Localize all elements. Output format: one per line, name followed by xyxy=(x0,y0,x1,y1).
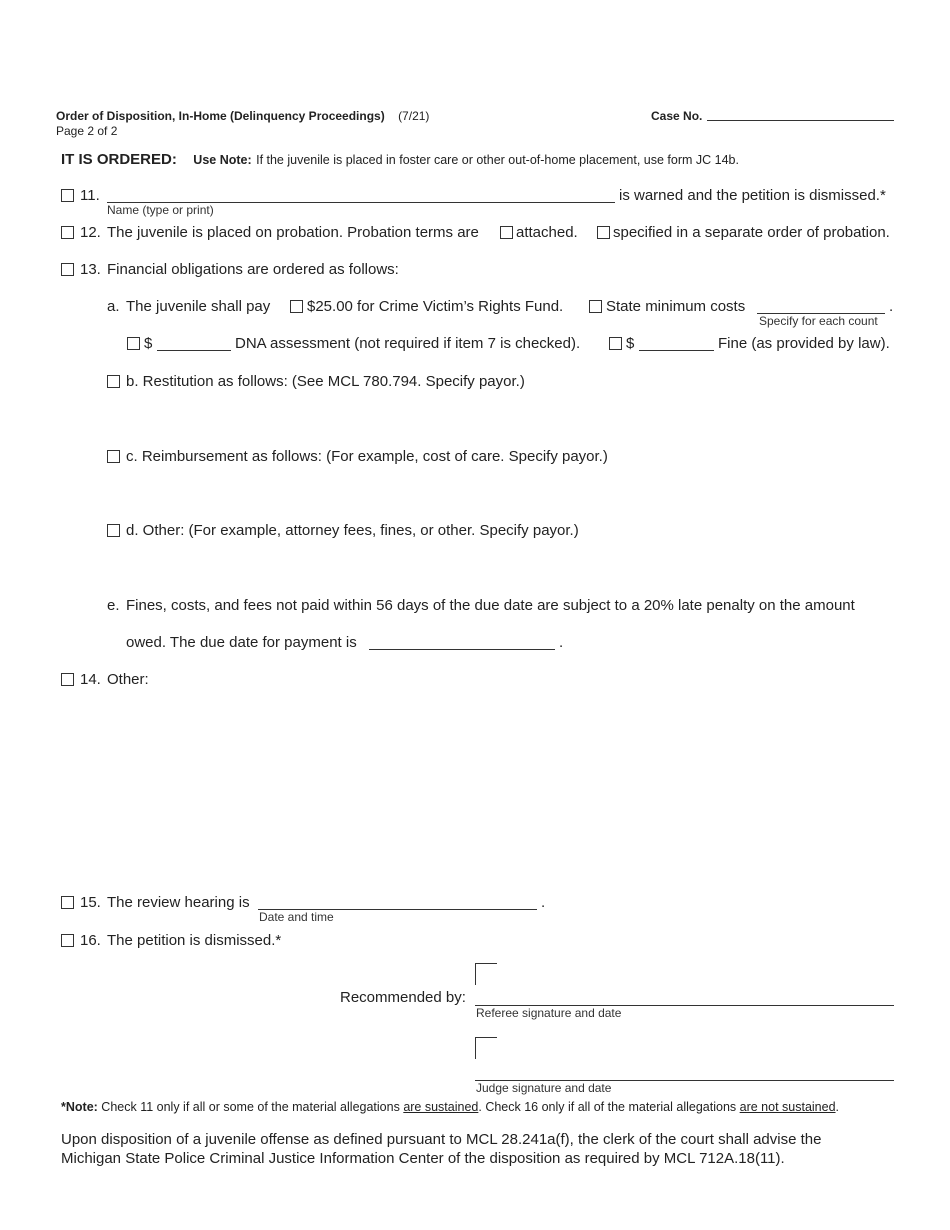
dna-dollar-sign: $ xyxy=(144,335,153,352)
state-minimum-costs-period: . xyxy=(889,298,894,315)
item-16-text: The petition is dismissed.* xyxy=(107,932,282,949)
item-15-number: 15. xyxy=(80,894,101,911)
other-obligation-checkbox[interactable] xyxy=(107,524,120,537)
disposition-notice-line1: Upon disposition of a juvenile offense as defined pursuant to MCL 28.241a(f), the clerk of the court shall advise the xyxy=(61,1131,822,1148)
item-11-text: is warned and the petition is dismissed.* xyxy=(619,187,886,204)
form-title-row xyxy=(56,109,429,123)
item-12-separate-order-checkbox[interactable] xyxy=(597,226,610,239)
due-date-text: owed. The due date for payment is xyxy=(126,634,357,651)
case-no-field[interactable] xyxy=(707,120,894,121)
item-11-checkbox[interactable] xyxy=(61,189,74,202)
item-13a-text: The juvenile shall pay xyxy=(126,298,271,315)
referee-seal-corner xyxy=(475,963,497,985)
dna-amount-field[interactable] xyxy=(157,350,231,351)
judge-signature-caption: Judge signature and date xyxy=(476,1081,612,1095)
fine-amount-field[interactable] xyxy=(639,350,714,351)
disposition-notice-line2: Michigan State Police Criminal Justice Information Center of the disposition as required by MCL 712A.18(11). xyxy=(61,1150,785,1167)
item-12-attached-label: attached. xyxy=(516,224,578,241)
item-13-number: 13. xyxy=(80,261,101,278)
state-minimum-costs-label: State minimum costs xyxy=(606,298,746,315)
item-11-caption: Name (type or print) xyxy=(107,203,214,217)
case-no-label: Case No. xyxy=(651,109,703,123)
dna-assessment-checkbox[interactable] xyxy=(127,337,140,350)
item-12-checkbox[interactable] xyxy=(61,226,74,239)
page-number: Page 2 of 2 xyxy=(56,124,118,138)
restitution-checkbox[interactable] xyxy=(107,375,120,388)
item-13-checkbox[interactable] xyxy=(61,263,74,276)
footnote-part1: Check 11 only if all or some of the material allegations xyxy=(101,1100,400,1114)
item-15-text: The review hearing is xyxy=(107,894,250,911)
form-title: Order of Disposition, In-Home (Delinquency Proceedings) xyxy=(56,109,385,123)
it-is-ordered-heading: IT IS ORDERED: xyxy=(61,151,177,168)
item-16-checkbox[interactable] xyxy=(61,934,74,947)
item-12-attached-checkbox[interactable] xyxy=(500,226,513,239)
use-note-label: Use Note: xyxy=(193,153,252,167)
item-14-checkbox[interactable] xyxy=(61,673,74,686)
item-12-separate-order-label: specified in a separate order of probation. xyxy=(613,224,890,241)
crime-victim-fund-checkbox[interactable] xyxy=(290,300,303,313)
item-11-number: 11. xyxy=(80,187,100,204)
fine-dollar-sign: $ xyxy=(626,335,635,352)
dna-assessment-label: DNA assessment (not required if item 7 is checked). xyxy=(235,335,581,352)
footnote-label: *Note: xyxy=(61,1100,98,1114)
item-12-number: 12. xyxy=(80,224,101,241)
form-revision: (7/21) xyxy=(398,109,430,123)
state-minimum-costs-checkbox[interactable] xyxy=(589,300,602,313)
footnote-part2: . Check 16 only if all of the material allegations xyxy=(478,1100,737,1114)
review-hearing-caption: Date and time xyxy=(259,910,334,924)
item-14-text: Other: xyxy=(107,671,149,688)
item-13e-label: e. xyxy=(107,597,120,614)
other-obligation-label: d. Other: (For example, attorney fees, fines, or other. Specify payor.) xyxy=(126,522,579,539)
due-date-period: . xyxy=(559,634,564,651)
crime-victim-fund-label: $25.00 for Crime Victim’s Rights Fund. xyxy=(307,298,564,315)
fine-checkbox[interactable] xyxy=(609,337,622,350)
due-date-field[interactable] xyxy=(369,649,555,650)
state-minimum-costs-caption: Specify for each count xyxy=(759,314,878,328)
fine-label: Fine (as provided by law). xyxy=(718,335,890,352)
item-13-text: Financial obligations are ordered as follows: xyxy=(107,261,399,278)
item-15-checkbox[interactable] xyxy=(61,896,74,909)
footnote-not-sustained: are not sustained xyxy=(739,1100,836,1114)
item-16-number: 16. xyxy=(80,932,101,949)
ordered-row xyxy=(61,151,739,169)
footnote xyxy=(61,1100,839,1114)
referee-signature-caption: Referee signature and date xyxy=(476,1006,622,1020)
reimbursement-checkbox[interactable] xyxy=(107,450,120,463)
item-12-text: The juvenile is placed on probation. Probation terms are xyxy=(107,224,479,241)
late-penalty-text: Fines, costs, and fees not paid within 56 days of the due date are subject to a 20% late penalty on the amount xyxy=(126,597,855,614)
reimbursement-label: c. Reimbursement as follows: (For example, cost of care. Specify payor.) xyxy=(126,448,608,465)
judge-seal-corner xyxy=(475,1037,497,1059)
footnote-part3: . xyxy=(835,1100,840,1114)
footnote-sustained: are sustained xyxy=(403,1100,479,1114)
recommended-by-label: Recommended by: xyxy=(340,989,466,1006)
use-note-text: If the juvenile is placed in foster care or other out-of-home placement, use form JC 14b. xyxy=(256,153,739,167)
review-hearing-period: . xyxy=(541,894,546,911)
item-13a-label: a. xyxy=(107,298,120,315)
item-14-number: 14. xyxy=(80,671,101,688)
restitution-label: b. Restitution as follows: (See MCL 780.794. Specify payor.) xyxy=(126,373,525,390)
